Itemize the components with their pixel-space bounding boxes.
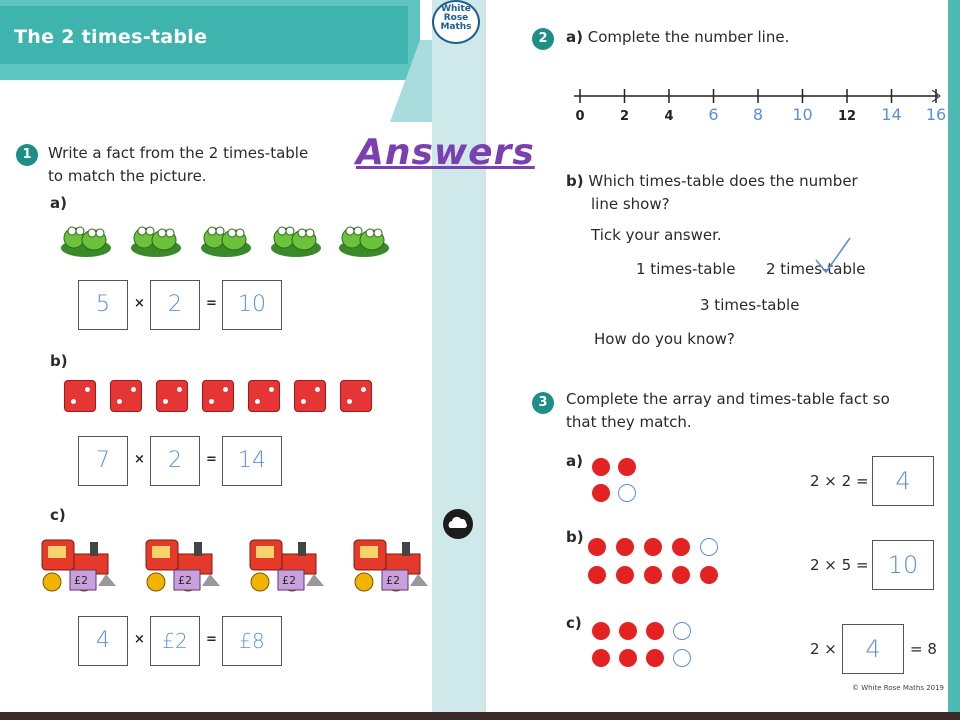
q1-c-product-box[interactable]: £8 — [222, 616, 282, 666]
times-symbol: × — [134, 296, 145, 311]
q3-c-fact-prefix: 2 × — [810, 640, 837, 658]
q3-a-answer-box[interactable]: 4 — [872, 456, 934, 506]
train-icon: £2 — [38, 530, 118, 594]
q1-b-factor2-box[interactable]: 2 — [150, 436, 200, 486]
q1-b-label: b) — [50, 352, 68, 370]
equals-symbol: = — [206, 452, 217, 467]
q1-a-product-box[interactable]: 10 — [222, 280, 282, 330]
q2-b-prompt: b) Which times-table does the number line show? — [566, 172, 858, 213]
times-symbol: × — [134, 452, 145, 467]
q3-b-fact: 2 × 5 = — [810, 556, 869, 574]
option-1-times-table[interactable]: 1 times-table — [636, 260, 736, 278]
page-gutter — [432, 0, 484, 720]
q1-a-factor2-box[interactable]: 2 — [150, 280, 200, 330]
q1-b-factor1-box[interactable]: 7 — [78, 436, 128, 486]
q3-b-answer-box[interactable]: 10 — [872, 540, 934, 590]
cloud-icon[interactable] — [442, 508, 474, 540]
number-line-label: 16 — [925, 105, 947, 124]
q1-b-product-box[interactable]: 14 — [222, 436, 282, 486]
array-c — [592, 622, 692, 668]
question-1-prompt: Write a fact from the 2 times-table to match the picture. — [48, 144, 309, 185]
trains-picture — [38, 530, 438, 598]
page-title: The 2 times-table — [14, 26, 208, 48]
question-2-badge: 2 — [532, 28, 554, 50]
question-3-prompt: Complete the array and times-table fact so that they match. — [566, 390, 890, 431]
q1-c-factor2-box[interactable]: £2 — [150, 616, 200, 666]
q3-a-label: a) — [566, 452, 583, 470]
number-line-label: 2 — [619, 109, 630, 124]
copyright: © White Rose Maths 2019 — [852, 684, 945, 692]
equals-symbol: = — [206, 296, 217, 311]
q1-c-factor1-box[interactable]: 4 — [78, 616, 128, 666]
dice-picture — [64, 380, 374, 414]
answers-heading: Answers — [356, 132, 535, 173]
question-3-badge: 3 — [532, 392, 554, 414]
q3-a-fact: 2 × 2 = — [810, 472, 869, 490]
number-line-label: 14 — [881, 105, 902, 124]
train-icon: £2 — [246, 530, 326, 594]
q3-c-label: c) — [566, 614, 582, 632]
number-line-label: 6 — [708, 105, 719, 124]
q3-b-label: b) — [566, 528, 584, 546]
tick-prompt: Tick your answer. — [591, 226, 722, 244]
q1-a-label: a) — [50, 194, 67, 212]
q3-c-answer-box[interactable]: 4 — [842, 624, 904, 674]
page-divider — [484, 0, 486, 720]
option-3-times-table[interactable]: 3 times-table — [700, 296, 800, 314]
number-line-label: 4 — [664, 109, 674, 124]
equals-symbol: = — [206, 632, 217, 647]
tick-mark-icon — [814, 236, 854, 276]
number-line — [572, 84, 947, 128]
right-edge-band — [948, 0, 960, 720]
q1-c-label: c) — [50, 506, 66, 524]
how-prompt: How do you know? — [594, 330, 735, 348]
times-symbol: × — [134, 632, 145, 647]
q2-a-prompt: a) Complete the number line. — [566, 28, 790, 46]
q1-a-factor1-box[interactable]: 5 — [78, 280, 128, 330]
array-b — [588, 538, 722, 584]
q3-c-fact-suffix: = 8 — [910, 640, 937, 658]
number-line-label: 12 — [837, 109, 857, 124]
array-a — [592, 458, 642, 504]
option-2-times-table[interactable]: 2 times-table — [766, 260, 866, 278]
bottom-bar — [0, 712, 960, 720]
frogs-picture — [60, 222, 400, 262]
number-line-label: 8 — [752, 105, 764, 124]
white-rose-maths-logo: White Rose Maths — [432, 0, 480, 44]
train-icon: £2 — [142, 530, 222, 594]
number-line-label: 0 — [575, 109, 585, 124]
question-1-badge: 1 — [16, 144, 38, 166]
number-line-label: 10 — [792, 105, 813, 124]
train-icon: £2 — [350, 530, 430, 594]
